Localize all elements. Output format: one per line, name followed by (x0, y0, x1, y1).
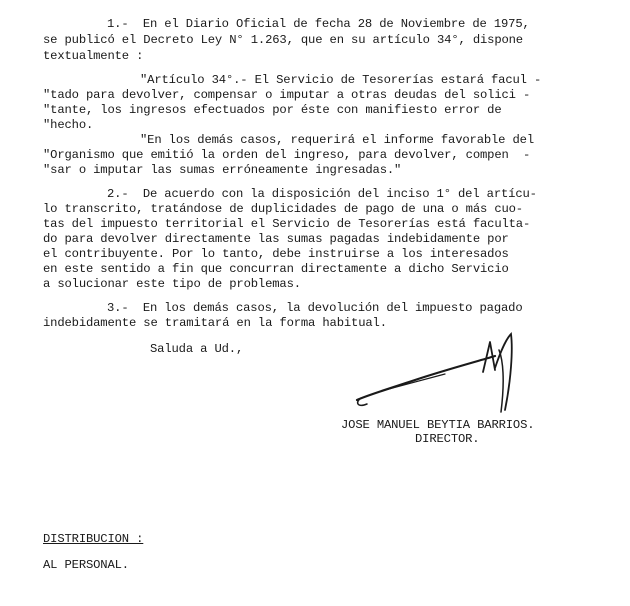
signatory-name: JOSE MANUEL BEYTIA BARRIOS. (341, 418, 535, 432)
paragraph-1-line: se publicó el Decreto Ley N° 1.263, que en su artículo 34°, dispone (43, 33, 523, 47)
paragraph-2-line: a solucionar este tipo de problemas. (43, 277, 301, 291)
distribution-recipient: AL PERSONAL. (43, 558, 129, 572)
quote-line: "tante, los ingresos efectuados por éste con manifiesto error de (43, 103, 502, 117)
paragraph-3-line: indebidamente se tramitará en la forma habitual. (43, 316, 387, 330)
quote-line: "Artículo 34°.- El Servicio de Tesorerías estará facul - (140, 73, 542, 87)
paragraph-2-line: tas del impuesto territorial el Servicio de Tesorerías está faculta- (43, 217, 531, 231)
quote-line: "hecho. (43, 118, 94, 132)
closing-salutation: Saluda a Ud., (150, 342, 244, 356)
quote-line: "En los demás casos, requerirá el informe favorable del (140, 133, 535, 147)
paragraph-3-line: 3.- En los demás casos, la devolución del impuesto pagado (107, 301, 523, 315)
paragraph-1-line: textualmente : (43, 49, 144, 63)
distribution-heading: DISTRIBUCION : (43, 532, 144, 546)
paragraph-2-line: en este sentido a fin que concurran directamente a dicho Servicio (43, 262, 509, 276)
quote-line: "tado para devolver, compensar o imputar a otras deudas del solici - (43, 88, 531, 102)
paragraph-1-line: 1.- En el Diario Oficial de fecha 28 de Noviembre de 1975, (107, 17, 530, 31)
signatory-title: DIRECTOR. (415, 432, 480, 446)
paragraph-2-line: lo transcrito, tratándose de duplicidades de pago de una o más cuo- (43, 202, 523, 216)
paragraph-2-line: el contribuyente. Por lo tanto, debe instruirse a los interesados (43, 247, 509, 261)
quote-line: "sar o imputar las sumas erróneamente ingresadas." (43, 163, 402, 177)
handwritten-signature (345, 330, 545, 420)
paragraph-2-line: do para devolver directamente las sumas pagadas indebidamente por (43, 232, 509, 246)
quote-line: "Organismo que emitió la orden del ingreso, para devolver, compen - (43, 148, 531, 162)
paragraph-2-line: 2.- De acuerdo con la disposición del inciso 1° del artícu- (107, 187, 537, 201)
